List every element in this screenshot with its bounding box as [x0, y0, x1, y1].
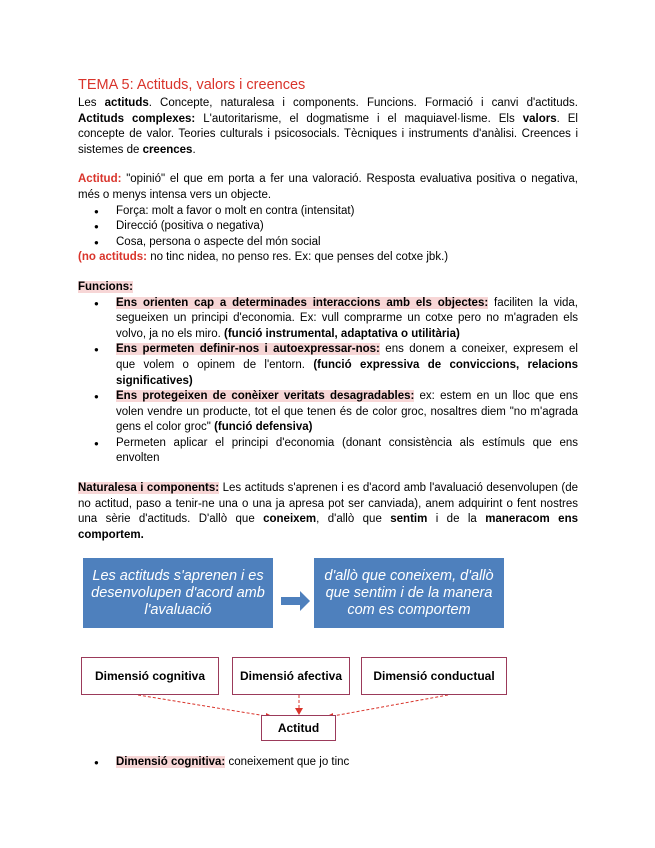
no-actituds-note: [78, 250, 578, 266]
actitud-text: "opinió" el que em porta a fer una valoració. Resposta evaluativa positiva o negativa, més o menys intensa vers un objecte.: [78, 173, 578, 201]
list-item: ● Dimensió cognitiva: coneixement que jo tinc: [116, 755, 578, 771]
list-item: ● Ens orienten cap a determinades interaccions amb els objectes: faciliten la vida, segueixen un principi d'economia. Ex: vull comprarme un cotxe pero no m'agraden els volvo, ja no els miro. (funció instrumental, adaptativa o utilitària): [116, 296, 578, 343]
list-item: ● Cosa, persona o aspecte del món social: [116, 235, 578, 251]
intro-bold: actituds: [104, 97, 149, 109]
box-left: Les actituds s'aprenen i es desenvolupen d'acord amb l'avaluació: [83, 558, 273, 628]
intro-text: L'autoritarisme, el dogmatisme i el maquiavel·lisme. Els: [195, 112, 523, 125]
intro-bold: valors: [522, 112, 557, 125]
naturalesa-paragraph: Naturalesa i components: Les actituds s'aprenen i es d'acord amb l'avaluació desenvolupen (de no actitud, paso a tenir-ne una o una ja apresa pot ser canviada), anem adquirint o fent nostres una sèrie d'actituds. D'allò que coneixem, d'allò que sentim i de la maneracom ens comportem.: [78, 482, 579, 541]
actitud-box: Actitud: [261, 715, 336, 741]
list-item: ● Força: molt a favor o molt en contra (intensitat): [116, 204, 578, 220]
intro-text: . Concepte, naturalesa i components. Funcions. Formació i canvi d'actituds.: [148, 97, 578, 109]
right-arrow-icon: [281, 591, 310, 611]
box-right: d'allò que coneixem, d'allò que sentim i de la manera com es comportem: [314, 558, 504, 628]
funcions-label: Funcions:: [78, 280, 133, 293]
document-page: [78, 76, 578, 771]
naturalesa-label: Naturalesa i components:: [78, 482, 220, 495]
arrow-cognitiva: [138, 695, 266, 716]
no-actituds-label: (no actituds:: [78, 251, 147, 264]
dimensio-conductual-box: Dimensió conductual: [361, 657, 507, 695]
no-actituds-text: no tinc nidea, no penso res. Ex: que penses del cotxe jbk.): [147, 251, 449, 264]
actitud-label: Actitud:: [78, 173, 122, 186]
actitud-list: [78, 204, 578, 251]
list-item: ● Ens permeten definir-nos i autoexpressar-nos: ens donem a coneixer, expresem el que volem o opinem de l'entorn. (funció expressiva de conviccions, relacions significatives): [116, 342, 578, 389]
actitud-definition: [78, 172, 578, 203]
arrow-conductual: [333, 695, 448, 716]
dimensio-afectiva-box: Dimensió afectiva: [232, 657, 350, 695]
dimensio-cognitiva-box: Dimensió cognitiva: [81, 657, 219, 695]
dimensions-list: [78, 755, 578, 771]
intro-bold: Actituds complexes:: [78, 112, 196, 125]
intro-paragraph: [78, 96, 578, 158]
funcions-heading: [78, 280, 578, 296]
intro-bold: creences: [142, 143, 193, 156]
intro-text: .: [192, 143, 196, 156]
list-item: ● Direcció (positiva o negativa): [116, 219, 578, 235]
intro-text: Les: [78, 97, 105, 109]
components-diagram: [78, 553, 578, 753]
page-title: TEMA 5: Actituds, valors i creences: [78, 77, 306, 93]
list-item: ● Ens protegeixen de conèixer veritats desagradables: ex: estem en un lloc que ens volen vendre un producte, tot el que tenen és de color groc, nosaltres diem "no m'agrada gens el color groc" (funció defensiva): [116, 389, 578, 436]
intro-text: . El concepte de valor. Teories culturals i psicosocials. Tècniques i instruments d'anàlisi. Creences i sistemes de: [78, 112, 578, 156]
funcions-list: [78, 296, 578, 468]
list-item: ● Permeten aplicar el principi d'economia (donant consistència als estímuls que ens envolten: [116, 436, 578, 467]
